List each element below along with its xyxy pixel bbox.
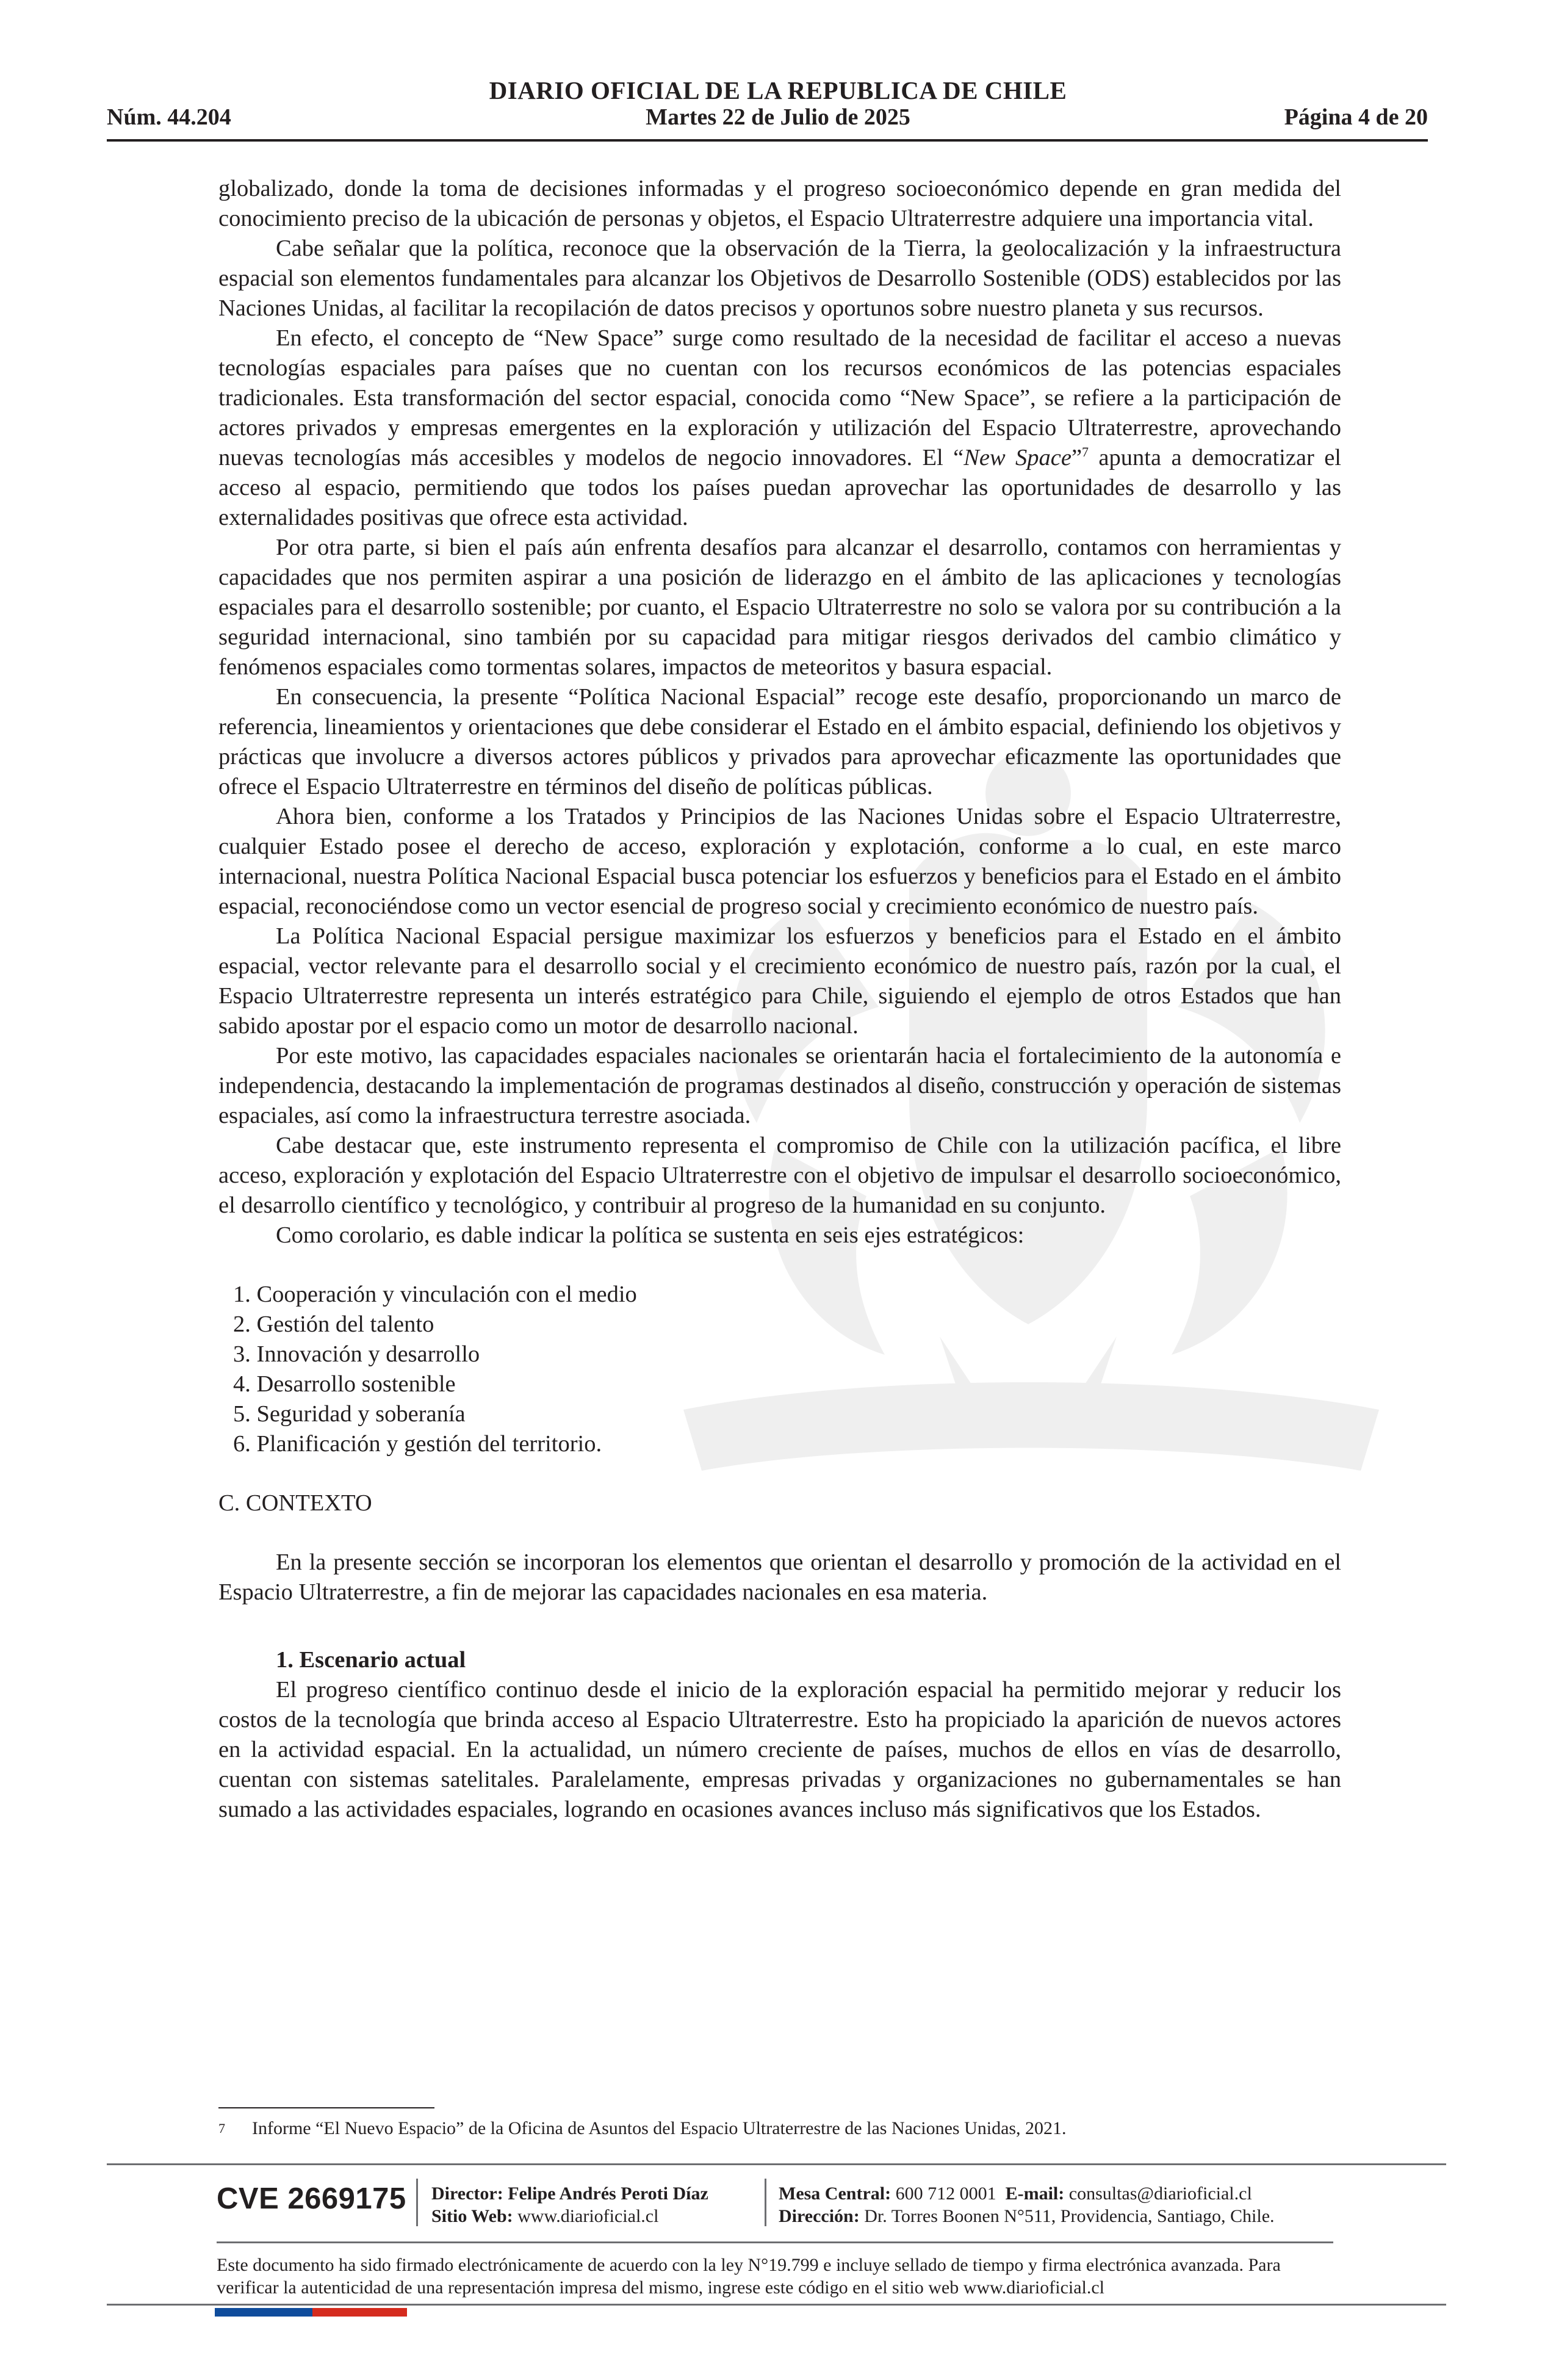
page-indicator: Página 4 de 20: [1284, 104, 1428, 130]
paragraph: globalizado, donde la toma de decisiones informadas y el progreso socioeconómico depende en gran medida del conocimiento preciso de la ubicación de personas y objetos, el Espacio Ultraterrestre adquiere una importancia vital.: [218, 176, 1341, 231]
list-item: 1. Cooperación y vinculación con el medio: [233, 1282, 637, 1307]
director-line: [431, 2182, 708, 2205]
paragraph: La Política Nacional Espacial persigue maximizar los esfuerzos y beneficios para el Estado en el ámbito espacial, vector relevante para el desarrollo social y el crecimiento económico de nuestro país, razón por la cual, el Espacio Ultraterrestre representa un interés estratégico para Chile, siguiendo el ejemplo de otros Estados que han sabido apostar por el espacio como un motor de desarrollo nacional.: [218, 923, 1341, 1039]
header-rule: [107, 139, 1428, 142]
footnote-mark: 7: [218, 2121, 225, 2136]
cve-code: CVE 2669175: [217, 2182, 406, 2215]
flag-stripe-red: [312, 2308, 407, 2317]
paragraph: Como corolario, es dable indicar la política se sustenta en seis ejes estratégicos:: [276, 1222, 1025, 1248]
footnote-reference[interactable]: 7: [1082, 444, 1089, 460]
director-label: Director:: [431, 2183, 503, 2204]
paragraph-new-space: [218, 323, 1341, 533]
footer-separator: [765, 2179, 766, 2226]
phone-label: Mesa Central:: [779, 2183, 891, 2204]
flag-stripe-blue: [215, 2308, 312, 2317]
section-heading: C. CONTEXTO: [218, 1490, 372, 1516]
address-value: Dr. Torres Boonen N°511, Providencia, Santiago, Chile.: [864, 2206, 1275, 2226]
footer-separator: [416, 2179, 418, 2226]
footnote-rule: [218, 2107, 434, 2108]
website-line: [431, 2205, 708, 2227]
signature-notice: Este documento ha sido firmado electrónicamente de acuerdo con la ley N°19.799 e incluye sellado de tiempo y firma electrónica avanzada. Para verificar la autenticidad de una representación impresa del mismo, ingrese este código en el sitio web www.diarioficial.cl: [217, 2255, 1281, 2298]
list-item: 2. Gestión del talento: [233, 1311, 434, 1337]
list-item: 6. Planificación y gestión del territorio.: [233, 1431, 602, 1457]
issue-number: Núm. 44.204: [107, 104, 231, 130]
list-item: 4. Desarrollo sostenible: [233, 1371, 456, 1397]
strategic-axes-list: [218, 1280, 1341, 1459]
paragraph: Por otra parte, si bien el país aún enfrenta desafíos para alcanzar el desarrollo, contamos con herramientas y capacidades que nos permiten aspirar a una posición de liderazgo en el ámbito de las aplicaciones y tecnologías espaciales para el desarrollo sostenible; por cuanto, el Espacio Ultraterrestre no solo se valora por su contribución a la seguridad internacional, sino también por su capacidad para mitigar riesgos derivados del cambio climático y fenómenos espaciales como tormentas solares, impactos de meteoritos y basura espacial.: [218, 535, 1341, 680]
website-link[interactable]: www.diarioficial.cl: [517, 2206, 659, 2226]
phone-number: 600 712 0001: [895, 2183, 996, 2204]
contact-line: [779, 2182, 1275, 2205]
paragraph: El progreso científico continuo desde el inicio de la exploración espacial ha permitido mejorar y reducir los costos de la tecnología que brinda acceso al Espacio Ultraterrestre. Esto ha propiciado la aparición de nuevos actores en la actividad espacial. En la actualidad, un número creciente de países, muchos de ellos en vías de desarrollo, cuentan con sistemas satelitales. Paralelamente, empresas privadas y organizaciones no gubernamentales se han sumado a las actividades espaciales, logrando en ocasiones avances incluso más significativos que los Estados.: [218, 1677, 1341, 1822]
text-span: En efecto, el concepto de “New Space” surge como resultado de la necesidad de facilitar el acceso a nuevas tecnologías espaciales para países que no cuentan con los recursos económicos de las potencias espaciales tradicionales. Esta transformación del sector espacial, conocida como “New Space”, se refiere a la participación de actores privados y empresas emergentes en la exploración y utilización del Espacio Ultraterrestre, aprovechando nuevas tecnologías más accesibles y modelos de negocio innovadores. El “: [218, 325, 1341, 471]
paragraph: Cabe destacar que, este instrumento representa el compromiso de Chile con la utilización pacífica, el libre acceso, exploración y explotación del Espacio Ultraterrestre con el objetivo de impulsar el desarrollo socioeconómico, el desarrollo científico y tecnológico, y contribuir al progreso de la humanidad en su conjunto.: [218, 1133, 1341, 1218]
footer-rule-top: [107, 2163, 1446, 2165]
address-label: Dirección:: [779, 2206, 860, 2226]
text-span: apunta a democratizar el acceso al espacio, permitiendo que todos los países puedan aprovechar las oportunidades de desarrollo y las externalidades positivas que ofrece esta actividad.: [218, 445, 1342, 530]
document-body: [218, 174, 1341, 1825]
paragraph: Ahora bien, conforme a los Tratados y Principios de las Naciones Unidas sobre el Espacio Ultraterrestre, cualquier Estado posee el derecho de acceso, exploración y explotación, conforme a lo cual, en este marco internacional, nuestra Política Nacional Espacial busca potenciar los esfuerzos y beneficios para el Estado en el ámbito espacial, reconociéndose como un vector esencial de progreso social y crecimiento económico de nuestro país.: [218, 804, 1341, 919]
subsection-heading: 1. Escenario actual: [276, 1647, 466, 1673]
publication-title: DIARIO OFICIAL DE LA REPUBLICA DE CHILE: [489, 76, 1067, 104]
website-label: Sitio Web:: [431, 2206, 513, 2226]
director-name: Felipe Andrés Peroti Díaz: [508, 2183, 708, 2204]
footer-rule-bottom: [107, 2304, 1446, 2306]
footer-rule-middle: [217, 2241, 1333, 2243]
text-span: ”: [1071, 445, 1082, 471]
address-line: [779, 2205, 1275, 2227]
paragraph: Cabe señalar que la política, reconoce que la observación de la Tierra, la geolocalización y la infraestructura espacial son elementos fundamentales para alcanzar los Objetivos de Desarrollo Sostenible (ODS) establecidos por las Naciones Unidas, al facilitar la recopilación de datos precisos y oportunos sobre nuestro planeta y sus recursos.: [218, 236, 1341, 321]
issue-date: Martes 22 de Julio de 2025: [646, 104, 910, 130]
list-item: 3. Innovación y desarrollo: [233, 1341, 480, 1367]
footer-director-block: [431, 2182, 708, 2227]
footer-contact-block: [779, 2182, 1275, 2227]
paragraph: En consecuencia, la presente “Política Nacional Espacial” recoge este desafío, proporcionando un marco de referencia, lineamientos y orientaciones que debe considerar el Estado en el ámbito espacial, definiendo los objetivos y prácticas que involucre a diversos actores públicos y privados para aprovechar eficazmente las oportunidades que ofrece el Espacio Ultraterrestre en términos del diseño de políticas públicas.: [218, 684, 1341, 799]
paragraph: En la presente sección se incorporan los elementos que orientan el desarrollo y promoción de la actividad en el Espacio Ultraterrestre, a fin de mejorar las capacidades nacionales en esa materia.: [218, 1549, 1341, 1605]
footnote-text: Informe “El Nuevo Espacio” de la Oficina de Asuntos del Espacio Ultraterrestre de las Naciones Unidas, 2021.: [252, 2118, 1067, 2138]
paragraph: Por este motivo, las capacidades espaciales nacionales se orientarán hacia el fortalecimiento de la autonomía e independencia, destacando la implementación de programas destinados al diseño, construcción y operación de sistemas espaciales, así como la infraestructura terrestre asociada.: [218, 1043, 1341, 1128]
email-label: E-mail:: [1005, 2183, 1065, 2204]
footnote: [218, 2118, 1067, 2140]
email-link[interactable]: consultas@diarioficial.cl: [1068, 2183, 1252, 2204]
italic-term: New Space: [963, 445, 1072, 471]
list-item: 5. Seguridad y soberanía: [233, 1401, 466, 1427]
